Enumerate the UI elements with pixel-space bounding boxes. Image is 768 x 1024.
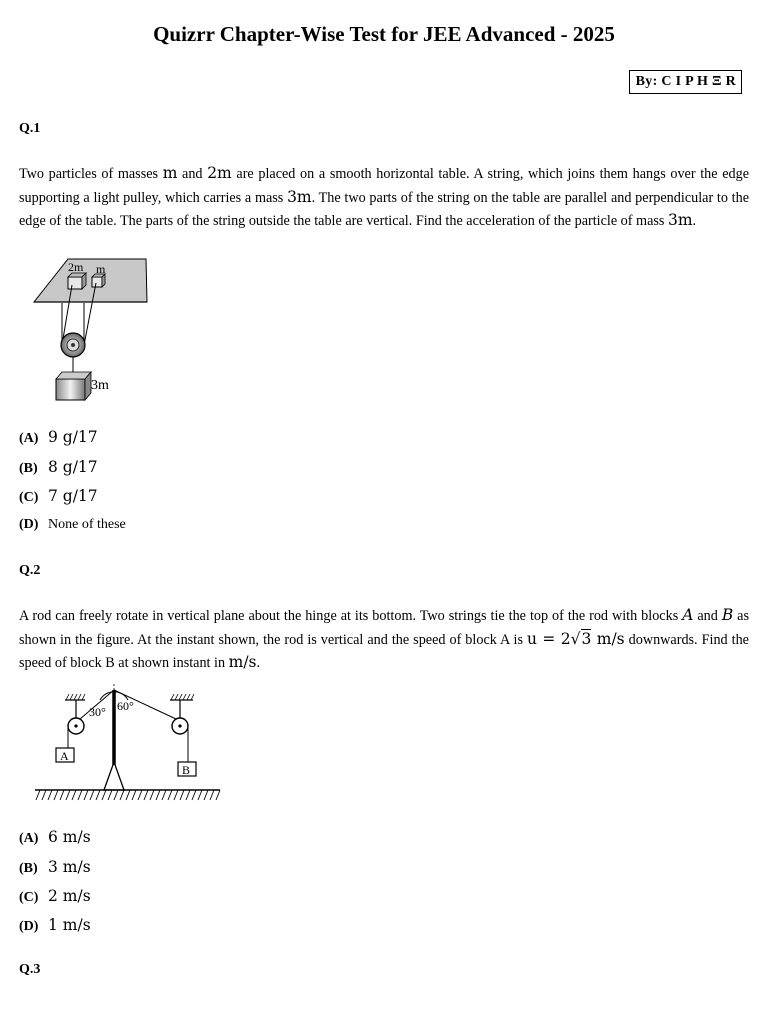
question-2-text: A rod can freely rotate in vertical plane about the hinge at its bottom. Two strings tie the top of the rod with blocks A and B as shown in the figure. At the instant shown, the rod is vertical and the speed of block A is u = 2√3 m/s downwards. Find the speed of block B at shown instant in m/s.: [19, 606, 749, 671]
page-title: Quizrr Chapter-Wise Test for JEE Advanced - 2025: [153, 22, 615, 46]
q2-option-c[interactable]: (C) 2 m/s: [19, 887, 91, 905]
block-2m: [68, 277, 82, 289]
author-box: By: C I P H Ξ R: [629, 70, 742, 94]
label-m: m: [96, 262, 106, 276]
question-2-figure: [30, 680, 225, 805]
block-3m: [56, 379, 85, 400]
q1-option-d[interactable]: (D) None of these: [19, 517, 126, 532]
question-1-figure: [30, 255, 160, 405]
q1-option-a[interactable]: (A) 9 g/17: [19, 428, 98, 446]
label-b: B: [182, 763, 191, 777]
label-a: A: [60, 749, 69, 763]
q2-option-b[interactable]: (B) 3 m/s: [19, 858, 91, 876]
label-3m: 3m: [91, 378, 109, 393]
angle-60: 60°: [117, 699, 134, 713]
angle-30: 30°: [89, 705, 106, 719]
question-2-label: Q.2: [19, 563, 41, 578]
q1-option-b[interactable]: (B) 8 g/17: [19, 458, 98, 476]
question-3-label: Q.3: [19, 962, 41, 977]
label-2m: 2m: [68, 260, 84, 274]
question-1-text: Two particles of masses m and 2m are placed on a smooth horizontal table. A string, which joins them hangs over the edge supporting a light pulley, which carries a mass 3m. The two parts of the string on the table are parallel and perpendicular to the edge of the table. The parts of the string outside the table are vertical. Find the acceleration of the particle of mass 3m.: [19, 164, 749, 229]
block-m: [92, 277, 102, 287]
table-top: [34, 259, 147, 302]
q1-option-c[interactable]: (C) 7 g/17: [19, 487, 98, 505]
q2-option-a[interactable]: (A) 6 m/s: [19, 828, 91, 846]
q2-option-d[interactable]: (D) 1 m/s: [19, 916, 91, 934]
question-1-label: Q.1: [19, 121, 41, 136]
